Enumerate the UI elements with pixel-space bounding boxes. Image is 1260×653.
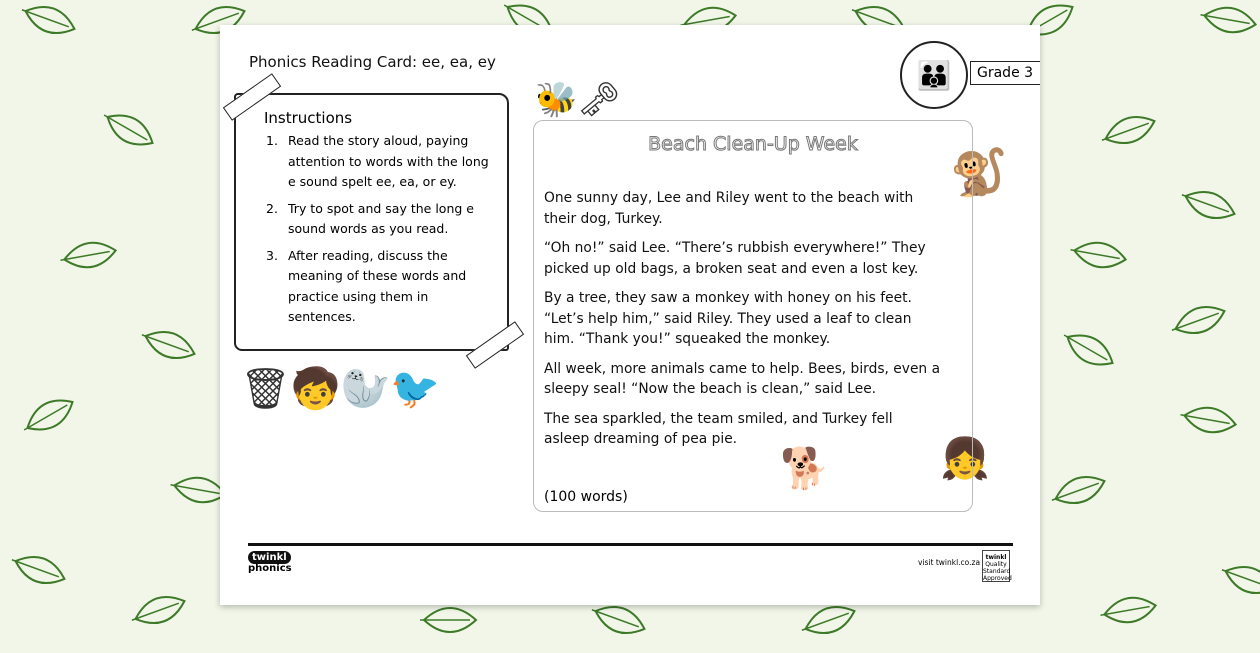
leaf-icon bbox=[135, 316, 205, 374]
leaf-icon bbox=[5, 541, 75, 599]
story-paragraph: The sea sparkled, the team smiled, and Turkey fell asleep dreaming of pea pie. bbox=[544, 410, 893, 447]
leaf-icon bbox=[1175, 176, 1245, 234]
reading-card bbox=[220, 25, 1040, 605]
footer-divider bbox=[248, 543, 1013, 546]
instructions-heading: Instructions bbox=[264, 109, 353, 127]
beach-scene-icon: 🗑🧒🦭🐦 bbox=[240, 366, 441, 412]
story-title: Beach Clean-Up Week bbox=[648, 133, 858, 155]
leaf-icon bbox=[1197, 0, 1260, 45]
twinkl-phonics-logo: twinkl phonics bbox=[248, 552, 292, 574]
leaf-icon bbox=[1067, 230, 1133, 280]
leaf-icon bbox=[1215, 551, 1260, 609]
story-box bbox=[533, 120, 973, 512]
leaf-icon bbox=[1095, 101, 1165, 159]
card-title: Phonics Reading Card: ee, ea, ey bbox=[249, 53, 496, 71]
leaf-icon bbox=[125, 581, 195, 639]
instructions-panel bbox=[234, 93, 509, 351]
leaf-icon bbox=[420, 600, 480, 640]
family-illustration-icon: 👪 bbox=[900, 41, 968, 109]
leaf-icon bbox=[1165, 291, 1235, 349]
leaf-icon bbox=[94, 98, 166, 163]
instruction-item: 3. After reading, discuss the meaning of these words and practice using them in sentences. bbox=[266, 247, 467, 324]
leaf-icon bbox=[1177, 395, 1243, 445]
story-paragraph: By a tree, they saw a monkey with honey on his feet. “Let’s help him,” said Riley. They used a leaf to clean him. “Thank you!” squeaked the monkey. bbox=[544, 290, 912, 347]
bee-key-icon: 🐝🗝 bbox=[535, 80, 621, 120]
dog-icon: 🐕 bbox=[780, 446, 830, 492]
instruction-item: 2. Try to spot and say the long e sound words as you read. bbox=[266, 200, 474, 236]
leaf-icon bbox=[15, 0, 85, 49]
word-count: (100 words) bbox=[544, 489, 628, 505]
story-paragraph: “Oh no!” said Lee. “There’s rubbish everywhere!” They picked up old bags, a broken seat and even a lost key. bbox=[544, 240, 926, 277]
visit-link[interactable]: visit twinkl.co.za bbox=[918, 558, 981, 567]
quality-badge: twinkl Quality Standard Approved bbox=[982, 550, 1010, 582]
grade-label: Grade 3 bbox=[970, 61, 1040, 85]
leaf-icon bbox=[1045, 461, 1115, 519]
story-paragraph: All week, more animals came to help. Bees, birds, even a sleepy seal! “Now the beach is clean,” said Lee. bbox=[544, 360, 941, 397]
monkey-icon: 🐒 bbox=[950, 145, 1008, 199]
leaf-icon bbox=[14, 383, 86, 448]
instruction-item: 1. Read the story aloud, paying attention to words with the long e sound spelt ee, ea, or ey. bbox=[266, 133, 489, 189]
leaf-icon bbox=[1054, 318, 1126, 383]
girl-cleaning-icon: 👧 bbox=[940, 436, 990, 482]
story-paragraph: One sunny day, Lee and Riley went to the beach with their dog, Turkey. bbox=[544, 190, 914, 227]
leaf-icon bbox=[57, 230, 123, 280]
leaf-icon bbox=[1097, 585, 1163, 635]
